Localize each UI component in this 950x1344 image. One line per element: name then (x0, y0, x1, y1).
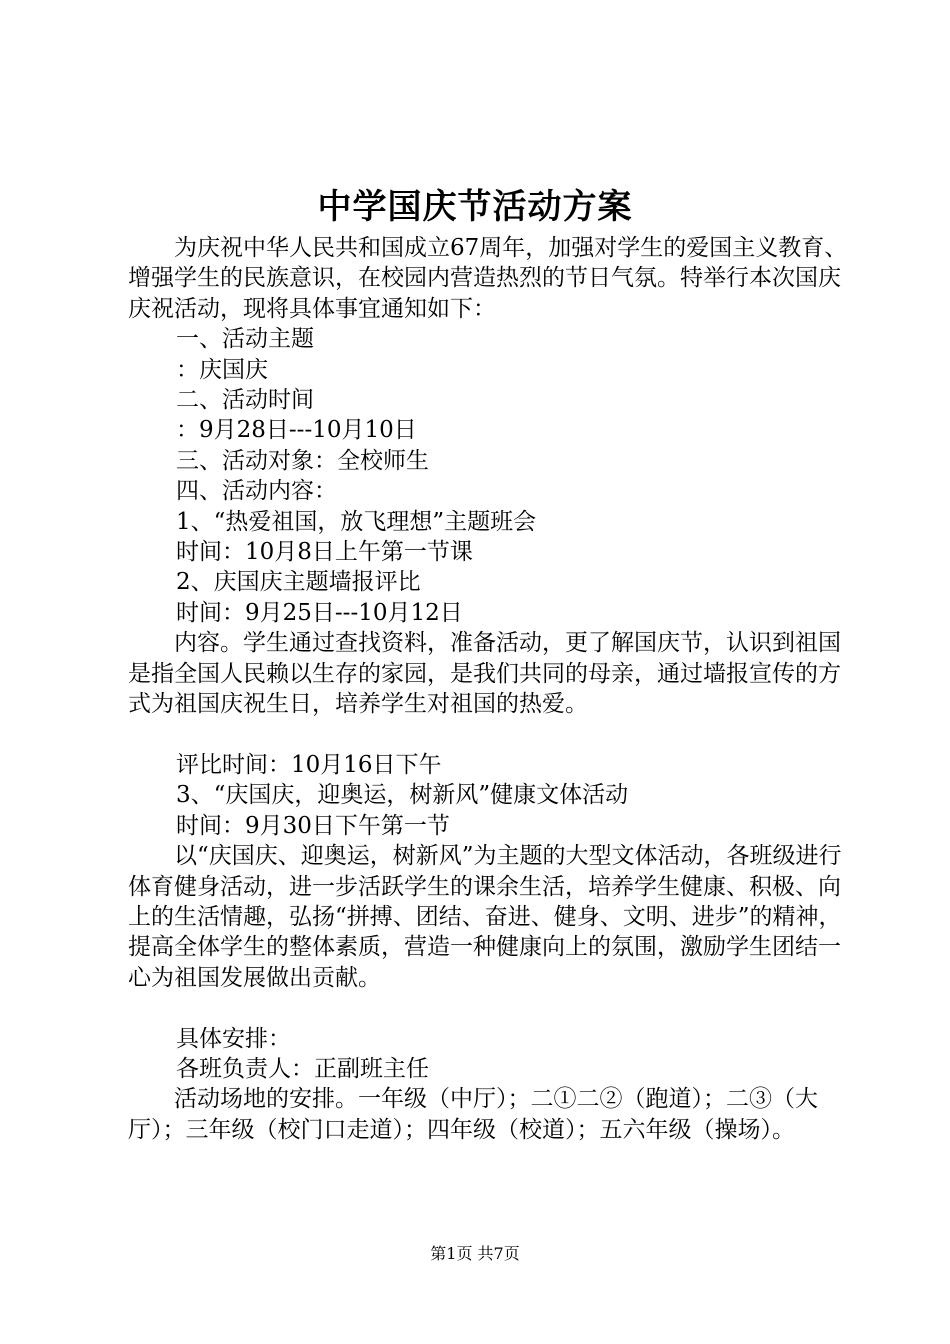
section1-value: ：庆国庆 (176, 356, 268, 383)
section4-heading: 四、活动内容： (176, 478, 337, 505)
arrangement-heading: 具体安排： (176, 1025, 291, 1052)
responsible-line: 各班负责人：正副班主任 (176, 1055, 429, 1082)
page-footer: 第1页 共7页 (430, 1244, 520, 1263)
intro-paragraph: 为庆祝中华人民共和国成立67周年，加强对学生的爱国主义教育、增强学生的民族意识，在校园内营造热烈的节日气氛。特举行本次国庆庆祝活动，现将具体事宜通知如下： (128, 235, 848, 322)
item1-title: 1、“热爱祖国，放飞理想”主题班会 (176, 508, 537, 535)
section2-value: ：9月28日---10月10日 (176, 417, 417, 444)
section1-heading: 一、活动主题 (176, 326, 314, 353)
venue-paragraph: 活动场地的安排。一年级（中厅）；二①二②（跑道）；二③（大厅）；三年级（校门口走道）；四年级（校道）；五六年级（操场）。 (128, 1086, 818, 1143)
section2-heading: 二、活动时间 (176, 387, 314, 414)
paragraph-gap (128, 720, 848, 750)
item1-time: 时间：10月8日上午第一节课 (176, 539, 473, 566)
item2-time: 时间：9月25日---10月12日 (176, 599, 463, 626)
item3-title: 3、“庆国庆，迎奥运，树新风”健康文体活动 (176, 782, 629, 809)
item2-title: 2、庆国庆主题墙报评比 (176, 569, 421, 596)
item2-content-paragraph: 内容。学生通过查找资料，准备活动，更了解国庆节，认识到祖国是指全国人民赖以生存的家园，是我们共同的母亲，通过墙报宣传的方式为祖国庆祝生日，培养学生对祖国的热爱。 (128, 630, 841, 718)
document-body (128, 233, 848, 1145)
section3-line: 三、活动对象：全校师生 (176, 447, 429, 474)
item3-content-paragraph: 以“庆国庆、迎奥运，树新风”为主题的大型文体活动，各班级进行体育健身活动，进一步活跃学生的课余生活，培养学生健康、积极、向上的生活情趣，弘扬“拼搏、团结、奋进、健身、文明、进步”的精神，提高全体学生的整体素质，营造一种健康向上的氛围，激励学生团结一心为祖国发展做出贡献。 (128, 843, 842, 991)
item2-judging-time: 评比时间：10月16日下午 (176, 751, 442, 778)
paragraph-gap (128, 993, 848, 1023)
item3-time: 时间：9月30日下午第一节 (176, 812, 450, 839)
page-title: 中学国庆节活动方案 (317, 187, 633, 227)
